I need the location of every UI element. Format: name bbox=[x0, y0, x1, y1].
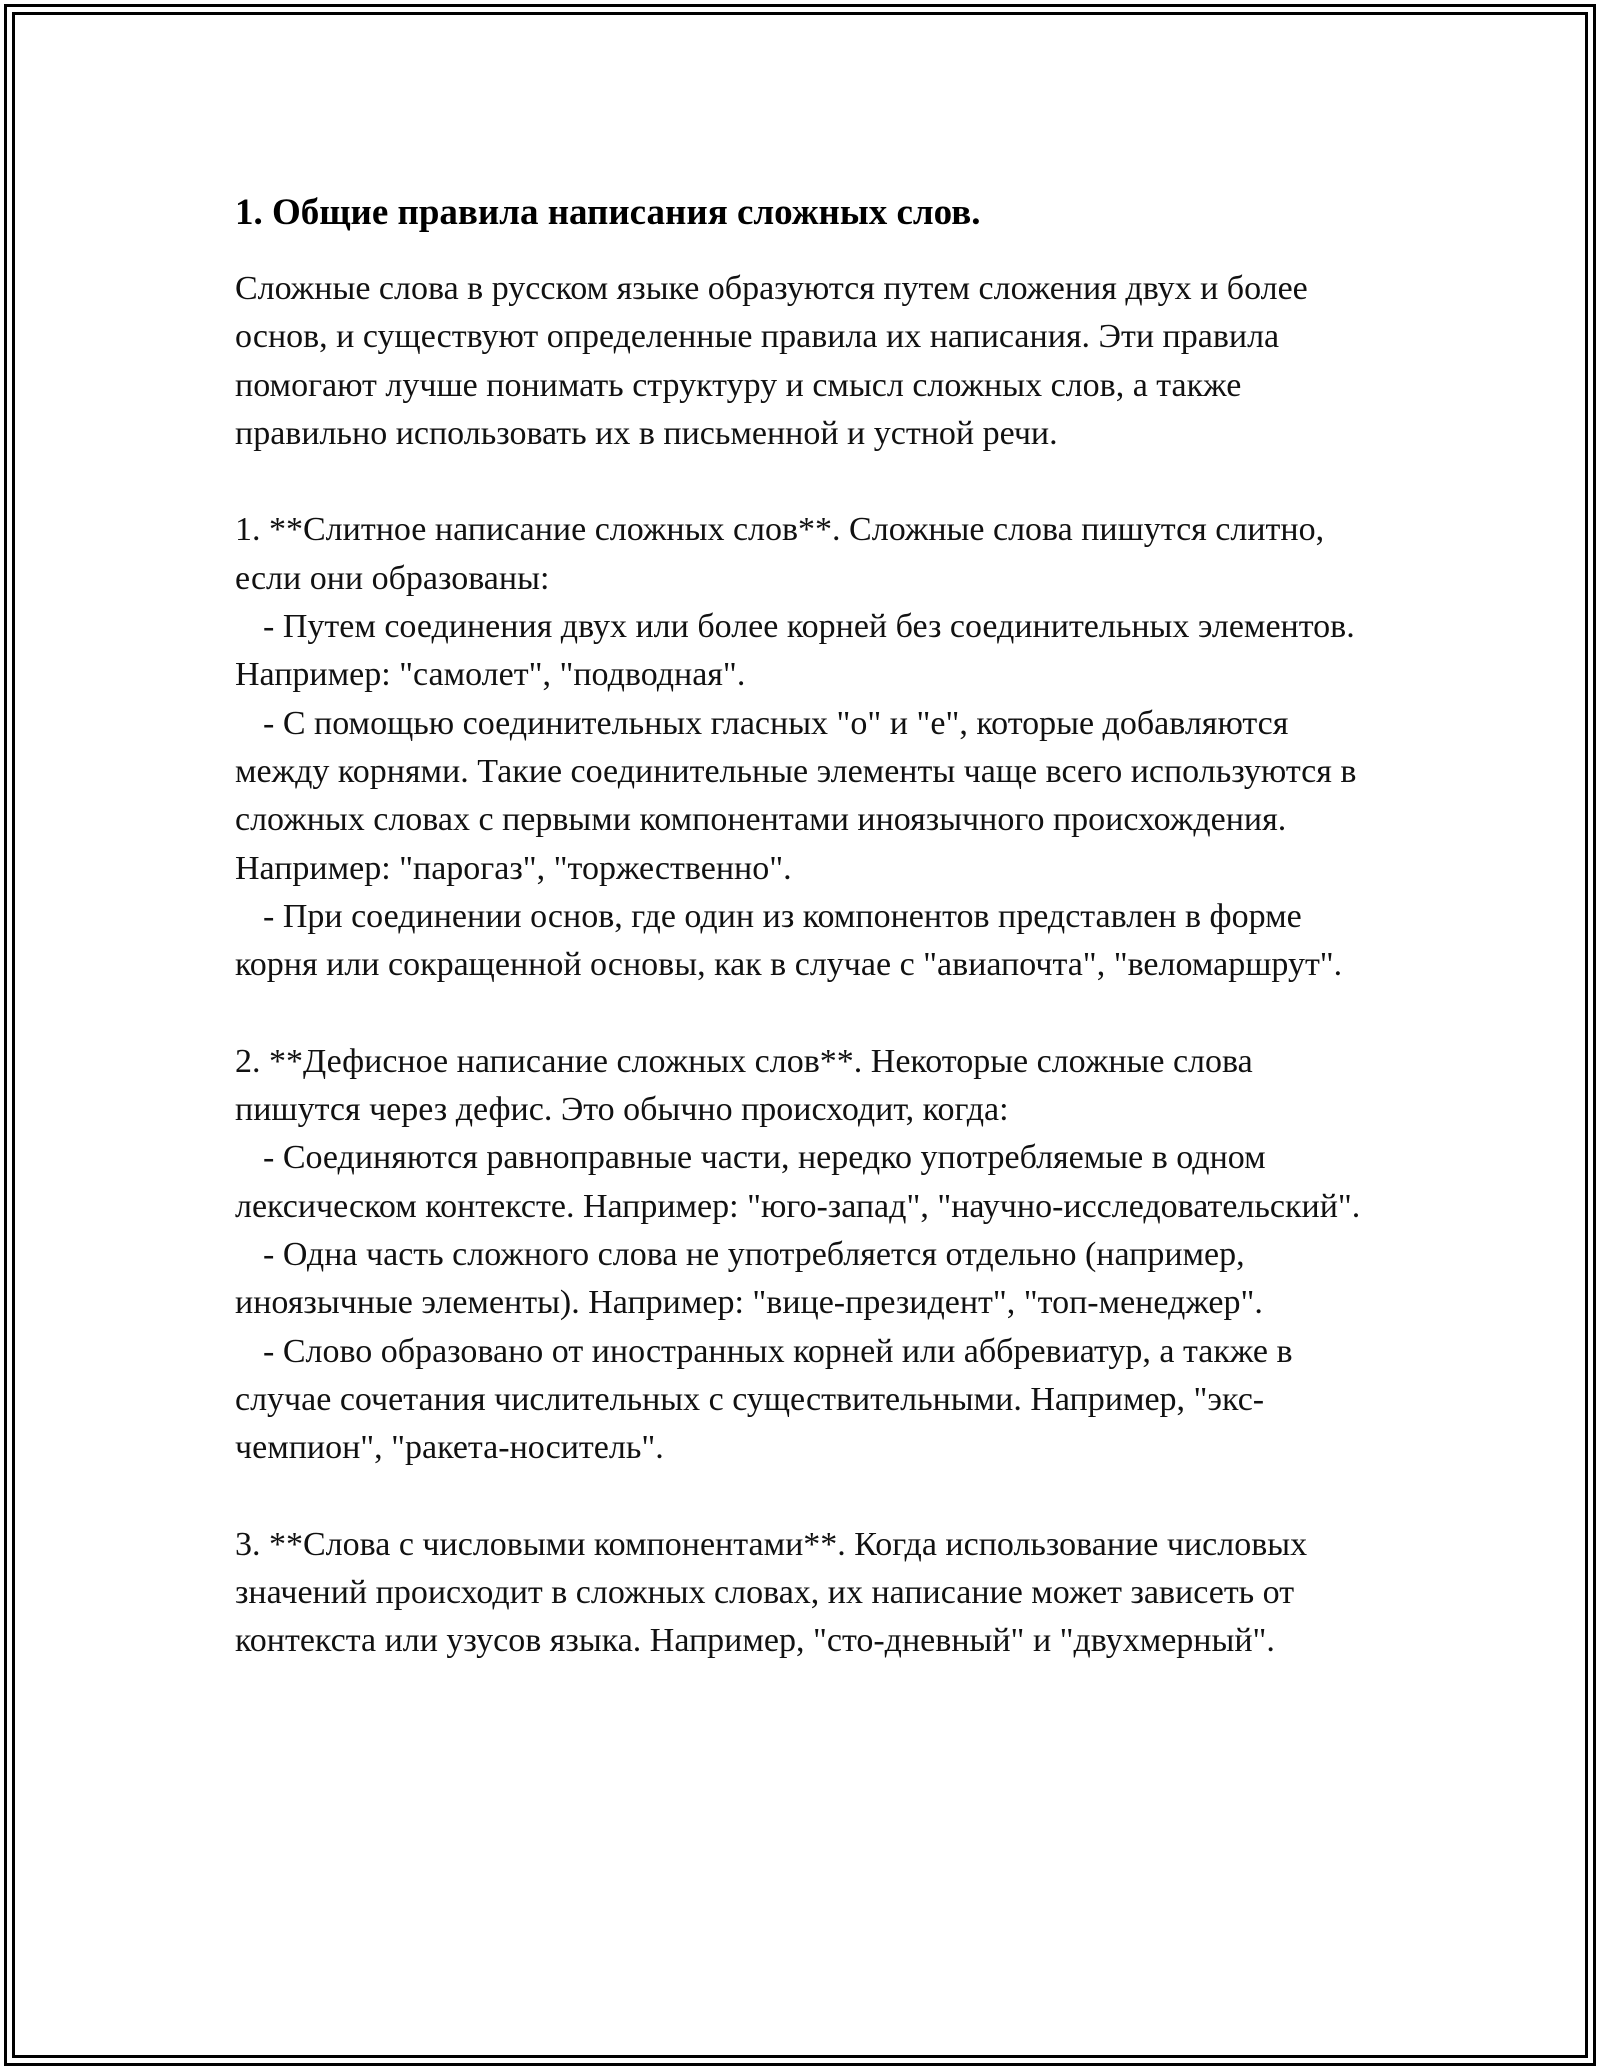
section-1-item-3 bbox=[235, 893, 1375, 990]
section-3-heading: 3. **Слова с числовыми компонентами**. Когда использование числовых значений происходит в сложных словах, их написание может зависеть от контекста или узусов языка. Например, "сто-дневный" и "двухмерный". bbox=[235, 1525, 1308, 1660]
paragraph-gap bbox=[235, 1472, 1375, 1520]
section-3 bbox=[235, 1521, 1375, 1666]
item-text: - При соединении основ, где один из компонентов представлен в форме корня или сокращенной основы, как в случае с "авиапочта", "веломаршрут". bbox=[235, 897, 1343, 984]
document-title: 1. Общие правила написания сложных слов. bbox=[235, 192, 981, 233]
section-2-item-2 bbox=[235, 1231, 1375, 1328]
section-1-heading: 1. **Слитное написание сложных слов**. Сложные слова пишутся слитно, если они образованы: bbox=[235, 511, 1325, 597]
intro-paragraph: Сложные слова в русском языке образуются путем сложения двух и более основ, и существуют определенные правила их написания. Эти правила помогают лучше понимать структуру и смысл сложных слов, а также правильно использовать их в письменной и устной речи. bbox=[235, 270, 1308, 452]
item-text: - Соединяются равноправные части, нередко употребляемые в одном лексическом контексте. Например: "юго-запад", "научно-исследовательский". bbox=[235, 1139, 1361, 1225]
document-body bbox=[235, 185, 1375, 1666]
section-2-item-3 bbox=[235, 1328, 1375, 1473]
section-1-item-1 bbox=[235, 603, 1375, 700]
paragraph-gap bbox=[235, 458, 1375, 506]
item-text: - С помощью соединительных гласных "о" и "е", которые добавляются между корнями. Такие соединительные элементы чаще всего используются в сложных словах с первыми компонентами иноязычного происхождения. Например: "парогаз", "торжественно". bbox=[235, 704, 1357, 887]
item-text: - Путем соединения двух или более корней без соединительных элементов. Например: "самолет", "подводная". bbox=[235, 608, 1355, 694]
section-2-heading: 2. **Дефисное написание сложных слов**. Некоторые сложные слова пишутся через дефис. Это обычно происходит, когда: bbox=[235, 1042, 1253, 1129]
paragraph-gap bbox=[235, 989, 1375, 1037]
item-text: - Слово образовано от иностранных корней или аббревиатур, а также в случае сочетания числительных с существительными. Например, "экс-чемпион", "ракета-носитель". bbox=[235, 1332, 1293, 1467]
item-text: - Одна часть сложного слова не употребляется отдельно (например, иноязычные элементы). Например: "вице-президент", "топ-менеджер". bbox=[235, 1235, 1263, 1322]
section-1-item-2 bbox=[235, 700, 1375, 893]
section-1 bbox=[235, 506, 1375, 989]
section-2 bbox=[235, 1038, 1375, 1473]
section-2-item-1 bbox=[235, 1134, 1375, 1231]
